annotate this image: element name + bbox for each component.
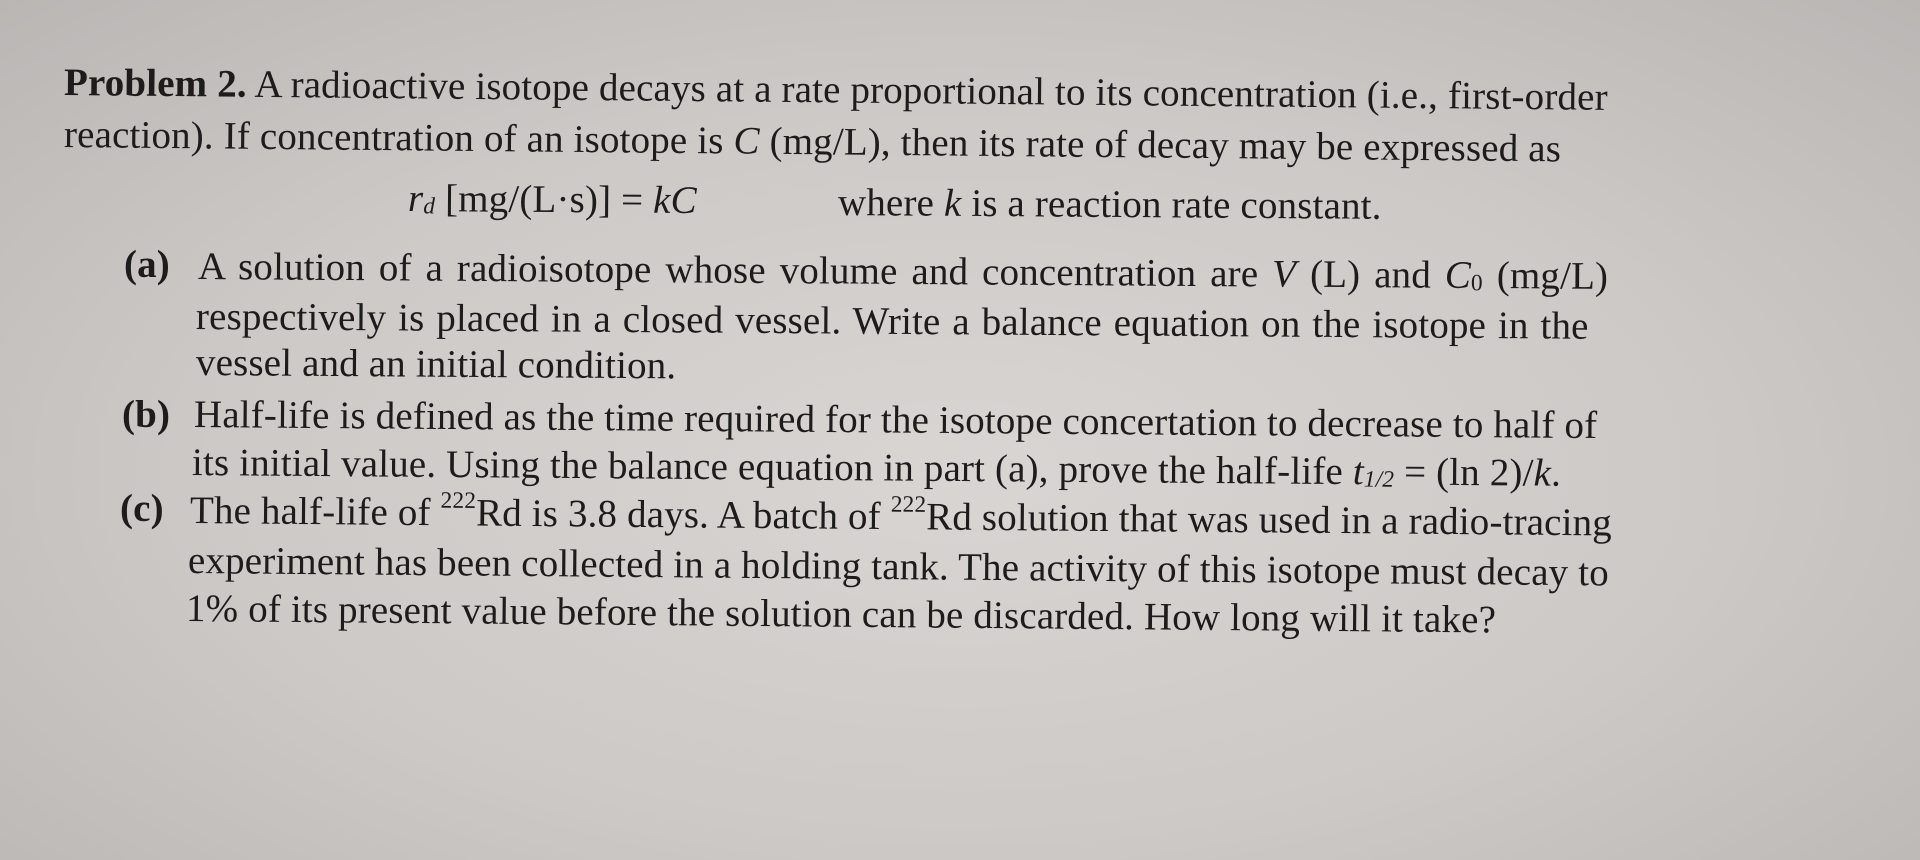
part-b-rate-constant: k: [1533, 451, 1552, 495]
part-b-line-1: [194, 392, 1598, 449]
initial-concentration-symbol: C: [1444, 253, 1472, 297]
part-b-text-2b: = (ln 2)/: [1394, 450, 1534, 495]
rate-equation-note: [838, 180, 1382, 230]
initial-concentration-subscript: 0: [1470, 270, 1483, 297]
where-text-a: where: [837, 181, 945, 225]
part-c-line-1: [190, 488, 1612, 546]
rate-units: [mg/(L·s)] =: [435, 177, 654, 222]
part-c-label: [120, 486, 164, 532]
half-life-symbol: t: [1352, 450, 1365, 494]
part-c-text-1c: Rd solution that was used in a radio-tracing: [926, 495, 1613, 545]
part-b-label: [122, 392, 170, 438]
part-a-text-1d: (mg/L): [1482, 253, 1609, 298]
problem-heading: Problem 2.: [63, 61, 247, 106]
part-b-line-2: [192, 440, 1561, 497]
part-a-text-3: vessel and an initial condition.: [195, 341, 677, 388]
part-b-text-2a: its initial value. Using the balance equation in part (a), prove the half-life: [191, 441, 1354, 494]
part-a-label: [124, 242, 170, 288]
rate-subscript: d: [423, 193, 436, 220]
problem-intro-line-1: [64, 60, 1608, 121]
part-b-text-2c: .: [1550, 451, 1562, 495]
part-a-line-3: [196, 340, 677, 389]
part-c-line-3: [186, 586, 1496, 643]
part-c-label-text: (c): [120, 487, 164, 530]
part-a-label-text: (a): [124, 243, 170, 286]
part-a-text-1b: (L) and: [1295, 252, 1445, 297]
part-c-text-1b: Rd is 3.8 days. A batch of: [475, 491, 891, 539]
where-text-b: is a reaction rate constant.: [961, 181, 1382, 228]
part-c-text-3: 1% of its present value before the solution can be discarded. How long will it take?: [185, 587, 1497, 642]
problem-intro-text-2b: (mg/L), then its rate of decay may be expressed as: [759, 119, 1562, 171]
part-a-line-1: [198, 244, 1608, 300]
rate-expression: kC: [652, 178, 697, 223]
rate-equation: [408, 176, 697, 224]
part-c-text-1a: The half-life of: [189, 489, 441, 535]
rate-symbol: r: [407, 177, 424, 221]
part-c-text-2: experiment has been collected in a holding tank. The activity of this isotope must decay to: [187, 539, 1610, 595]
rate-constant-symbol: k: [943, 181, 962, 225]
concentration-symbol: C: [733, 119, 760, 163]
part-b-text-1: Half-life is defined as the time required for the isotope concertation to decrease to half of: [193, 393, 1598, 448]
isotope-mass-number-1: 222: [440, 487, 477, 514]
isotope-mass-number-2: 222: [890, 491, 927, 518]
problem-intro-text-2a: reaction). If concentration of an isotope is: [63, 113, 734, 163]
problem-intro-line-2: [64, 112, 1561, 172]
problem-intro-text-1: A radioactive isotope decays at a rate proportional to its concentration (i.e., first-order: [254, 62, 1608, 119]
part-a-text-1a: A solution of a radioisotope whose volume and concentration are: [197, 245, 1273, 296]
part-b-label-text: (b): [122, 393, 171, 436]
volume-symbol: V: [1271, 252, 1297, 296]
part-a-text-2: respectively is placed in a closed vessel. Write a balance equation on the isotope in the: [195, 295, 1589, 348]
half-life-subscript: 1/2: [1363, 466, 1395, 493]
